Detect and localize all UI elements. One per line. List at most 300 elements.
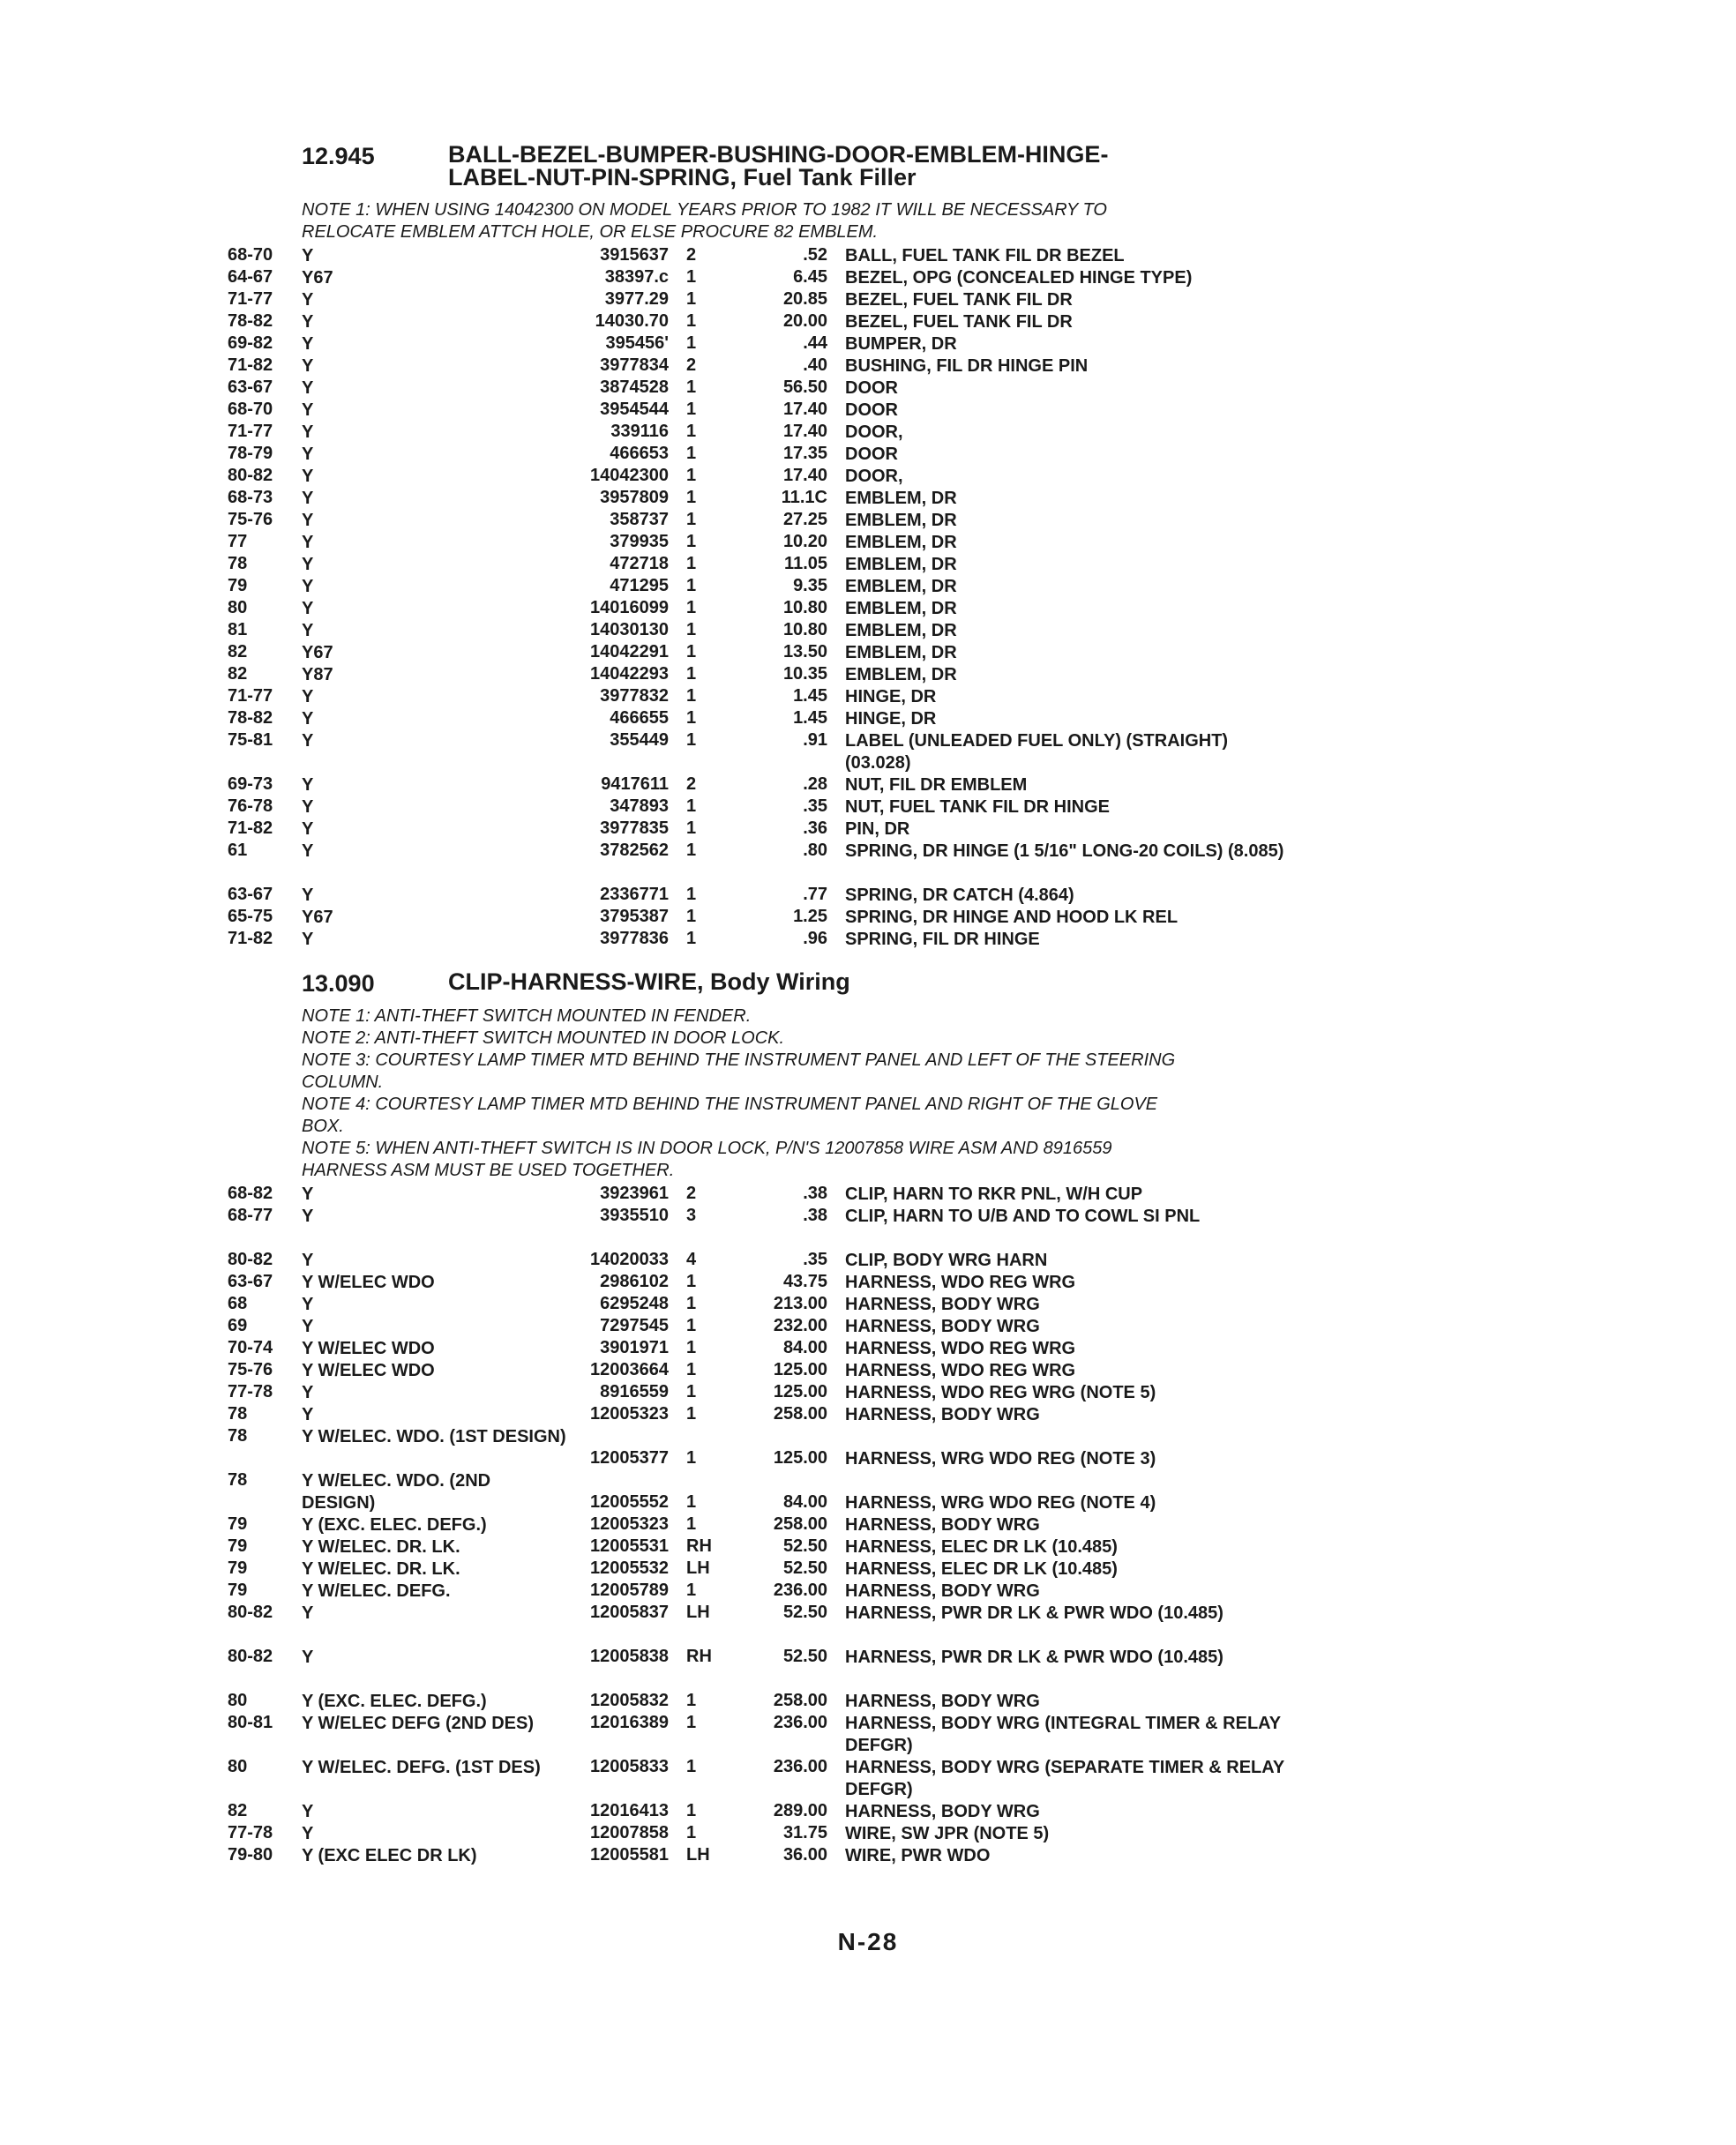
model-applicability: Y <box>302 489 314 508</box>
quantity: LH <box>686 1603 710 1622</box>
model-applicability: Y <box>302 621 314 640</box>
part-row <box>228 929 1374 951</box>
model-years: 63-67 <box>228 885 273 904</box>
part-number: 3977.29 <box>604 289 669 309</box>
price: .77 <box>803 885 827 904</box>
part-row <box>228 885 1374 907</box>
price: 31.75 <box>782 1823 827 1842</box>
part-row <box>228 311 1374 333</box>
section-title-line1: CLIP-HARNESS-WIRE, Body Wiring <box>448 968 850 995</box>
description: DOOR, <box>845 467 903 486</box>
note-line: NOTE 1: ANTI-THEFT SWITCH MOUNTED IN FENDER. <box>302 1006 752 1026</box>
model-years: 80 <box>228 1691 248 1710</box>
price: .35 <box>803 1250 827 1269</box>
description: HARNESS, BODY WRG <box>845 1515 1040 1535</box>
description: EMBLEM, DR <box>845 621 957 640</box>
description: HARNESS, WDO REG WRG <box>845 1361 1076 1380</box>
description: HARNESS, WDO REG WRG <box>845 1339 1076 1358</box>
model-years: 77-78 <box>228 1823 273 1842</box>
price: 17.40 <box>782 422 827 441</box>
part-number: 12005837 <box>590 1603 669 1622</box>
part-number: 12005552 <box>590 1492 669 1512</box>
note-line: RELOCATE EMBLEM ATTCH HOLE, OR ELSE PROCURE 82 EMBLEM. <box>302 222 879 242</box>
part-number: 7297545 <box>600 1316 669 1335</box>
description: NUT, FUEL TANK FIL DR HINGE <box>845 797 1110 817</box>
model-years: 68-82 <box>228 1184 273 1203</box>
model-years: 78 <box>228 1426 248 1446</box>
section-title-line1: BALL-BEZEL-BUMPER-BUSHING-DOOR-EMBLEM-HINGE- <box>448 141 1109 168</box>
part-row <box>228 686 1374 708</box>
model-applicability: Y <box>302 400 314 420</box>
model-applicability: Y <box>302 378 314 398</box>
model-applicability: Y W/ELEC. DR. LK. <box>302 1559 460 1579</box>
part-number: 12005838 <box>590 1647 669 1666</box>
quantity: 1 <box>686 532 697 551</box>
part-row <box>228 1272 1374 1294</box>
model-applicability: Y <box>302 1603 314 1623</box>
model-applicability: Y W/ELEC. WDO. (1ST DESIGN) <box>302 1427 566 1446</box>
description: HINGE, DR <box>845 687 937 706</box>
quantity: 1 <box>686 466 697 485</box>
quantity: 1 <box>686 333 697 353</box>
price: 125.00 <box>773 1382 827 1401</box>
note-line: NOTE 4: COURTESY LAMP TIMER MTD BEHIND THE INSTRUMENT PANEL AND RIGHT OF THE GLOVE <box>302 1095 1158 1114</box>
part-row <box>228 576 1374 598</box>
section-12-945 <box>228 143 1374 951</box>
part-row <box>228 774 1374 796</box>
part-row <box>228 333 1374 355</box>
part-row <box>228 1536 1374 1558</box>
quantity: 1 <box>686 708 697 728</box>
part-number: 466653 <box>610 444 669 463</box>
quantity: 1 <box>686 1713 697 1732</box>
part-number: 3977832 <box>600 686 669 706</box>
quantity: 1 <box>686 510 697 529</box>
page-number: N-28 <box>837 1928 899 1955</box>
model-years: 70-74 <box>228 1338 273 1357</box>
section-notes <box>302 199 1374 243</box>
description: DOOR <box>845 445 898 464</box>
description: DOOR, <box>845 422 903 442</box>
part-row <box>228 532 1374 554</box>
part-number: 12016413 <box>590 1801 669 1820</box>
quantity: 1 <box>686 400 697 419</box>
price: 84.00 <box>782 1338 827 1357</box>
description: CLIP, HARN TO RKR PNL, W/H CUP <box>845 1185 1143 1204</box>
model-years: 82 <box>228 642 248 661</box>
section-title <box>448 970 1330 993</box>
model-years: 80-82 <box>228 1603 273 1622</box>
description: HINGE, DR <box>845 709 937 729</box>
model-applicability: Y <box>302 1185 314 1204</box>
model-years: 71-77 <box>228 289 273 309</box>
price: 17.35 <box>782 444 827 463</box>
price: 20.85 <box>782 289 827 309</box>
description: HARNESS, BODY WRG <box>845 1295 1040 1314</box>
price: 11.05 <box>784 554 827 573</box>
note-line: BOX. <box>302 1117 344 1136</box>
model-years: 80-82 <box>228 466 273 485</box>
model-years: 78 <box>228 554 248 573</box>
model-applicability: Y (EXC ELEC DR LK) <box>302 1846 477 1865</box>
description: PIN, DR <box>845 819 910 839</box>
model-applicability: Y <box>302 577 314 596</box>
description: HARNESS, WDO REG WRG (NOTE 5) <box>845 1383 1156 1402</box>
price: .52 <box>803 245 827 265</box>
part-row <box>228 1206 1374 1250</box>
model-applicability: Y <box>302 886 314 905</box>
part-row <box>228 444 1374 466</box>
price: .96 <box>803 929 827 948</box>
model-applicability: Y <box>302 819 314 839</box>
part-row <box>228 1382 1374 1404</box>
part-row <box>228 1514 1374 1536</box>
price: 43.75 <box>782 1272 827 1291</box>
model-years: 68 <box>228 1294 248 1313</box>
part-row <box>228 1294 1374 1316</box>
part-number: 14030.70 <box>595 311 669 331</box>
part-row <box>228 466 1374 488</box>
part-row <box>228 422 1374 444</box>
section-header <box>228 970 1374 1005</box>
model-years: 82 <box>228 1801 248 1820</box>
description: HARNESS, PWR DR LK & PWR WDO (10.485) <box>845 1648 1223 1667</box>
model-applicability: Y <box>302 246 314 265</box>
part-number: 3782562 <box>600 841 669 860</box>
part-row <box>228 355 1374 377</box>
part-row <box>228 400 1374 422</box>
part-row <box>228 1470 1374 1514</box>
part-number: 12005323 <box>590 1404 669 1424</box>
part-number: 12003664 <box>590 1360 669 1379</box>
model-applicability: Y <box>302 930 314 949</box>
quantity: 1 <box>686 818 697 838</box>
description: BEZEL, OPG (CONCEALED HINGE TYPE) <box>845 268 1193 288</box>
quantity: 1 <box>686 311 697 331</box>
note-line: NOTE 1: WHEN USING 14042300 ON MODEL YEARS PRIOR TO 1982 IT WILL BE NECESSARY TO <box>302 200 1107 220</box>
part-number: 3901971 <box>600 1338 669 1357</box>
model-applicability: Y67 <box>302 268 333 288</box>
model-applicability: Y W/ELEC DEFG (2ND DES) <box>302 1714 534 1733</box>
price: .28 <box>803 774 827 794</box>
part-number: 12007858 <box>590 1823 669 1842</box>
part-row <box>228 1581 1374 1603</box>
part-number: 8916559 <box>600 1382 669 1401</box>
part-number: 12005377 <box>590 1448 669 1468</box>
price: 10.20 <box>782 532 827 551</box>
part-number: 6295248 <box>600 1294 669 1313</box>
part-number: 355449 <box>610 730 669 750</box>
description: EMBLEM, DR <box>845 533 957 552</box>
quantity: 1 <box>686 1757 697 1776</box>
part-number: 12005581 <box>590 1845 669 1865</box>
model-applicability: Y <box>302 1207 314 1226</box>
description: HARNESS, WRG WDO REG (NOTE 3) <box>845 1449 1156 1469</box>
description: EMBLEM, DR <box>845 665 957 684</box>
quantity: RH <box>686 1647 712 1666</box>
description: WIRE, PWR WDO <box>845 1846 991 1865</box>
description: HARNESS, BODY WRG <box>845 1692 1040 1711</box>
model-years: 82 <box>228 664 248 684</box>
quantity: 1 <box>686 488 697 507</box>
part-row <box>228 1845 1374 1867</box>
model-years: 80-82 <box>228 1250 273 1269</box>
model-years: 68-70 <box>228 245 273 265</box>
description: CLIP, HARN TO U/B AND TO COWL SI PNL <box>845 1207 1201 1226</box>
description: HARNESS, BODY WRG <box>845 1405 1040 1424</box>
model-years: 65-75 <box>228 907 273 926</box>
model-applicability: Y <box>302 334 314 354</box>
price: 84.00 <box>782 1492 827 1512</box>
description: EMBLEM, DR <box>845 555 957 574</box>
model-applicability: Y67 <box>302 643 333 662</box>
quantity: 1 <box>686 422 697 441</box>
model-years: 71-82 <box>228 355 273 375</box>
model-applicability: Y W/ELEC. DEFG. (1ST DES) <box>302 1758 541 1777</box>
model-applicability: Y87 <box>302 665 333 684</box>
model-applicability: Y <box>302 687 314 706</box>
quantity: 1 <box>686 929 697 948</box>
part-number: 14020033 <box>590 1250 669 1269</box>
quantity: 1 <box>686 1801 697 1820</box>
model-years: 69 <box>228 1316 248 1335</box>
part-row <box>228 708 1374 730</box>
description: LABEL (UNLEADED FUEL ONLY) (STRAIGHT) (03.028) <box>845 731 1229 773</box>
quantity: 1 <box>686 841 697 860</box>
model-applicability: Y <box>302 1802 314 1821</box>
price: 56.50 <box>782 377 827 397</box>
model-years: 68-73 <box>228 488 273 507</box>
part-number: 38397.c <box>604 267 669 287</box>
section-notes <box>302 1005 1374 1182</box>
model-years: 78-79 <box>228 444 273 463</box>
part-row <box>228 841 1374 885</box>
part-row <box>228 377 1374 400</box>
quantity: 1 <box>686 1316 697 1335</box>
part-number: 12005532 <box>590 1558 669 1578</box>
model-applicability: Y <box>302 775 314 795</box>
price: 258.00 <box>773 1404 827 1424</box>
description: EMBLEM, DR <box>845 511 957 530</box>
description: BEZEL, FUEL TANK FIL DR <box>845 312 1073 332</box>
model-years: 77-78 <box>228 1382 273 1401</box>
part-row <box>228 554 1374 576</box>
description: EMBLEM, DR <box>845 599 957 618</box>
quantity: 1 <box>686 1338 697 1357</box>
note-line: NOTE 5: WHEN ANTI-THEFT SWITCH IS IN DOOR LOCK, P/N'S 12007858 WIRE ASM AND 8916559 <box>302 1139 1112 1158</box>
model-applicability: Y W/ELEC. DR. LK. <box>302 1537 460 1557</box>
part-row <box>228 1426 1374 1470</box>
model-years: 78 <box>228 1404 248 1424</box>
model-years: 78 <box>228 1470 248 1490</box>
part-number: 3874528 <box>600 377 669 397</box>
part-number: 12005323 <box>590 1514 669 1534</box>
quantity: 1 <box>686 1581 697 1600</box>
price: .38 <box>803 1206 827 1225</box>
quantity: LH <box>686 1845 710 1865</box>
quantity: 1 <box>686 730 697 750</box>
description: CLIP, BODY WRG HARN <box>845 1251 1048 1270</box>
price: .91 <box>803 730 827 750</box>
part-number: 358737 <box>610 510 669 529</box>
quantity: 1 <box>686 554 697 573</box>
part-number: 3923961 <box>600 1184 669 1203</box>
price: 236.00 <box>773 1713 827 1732</box>
description: SPRING, FIL DR HINGE <box>845 930 1040 949</box>
model-applicability: Y <box>302 290 314 310</box>
quantity: 1 <box>686 885 697 904</box>
model-years: 75-76 <box>228 510 273 529</box>
quantity: LH <box>686 1558 710 1578</box>
part-number: 14042293 <box>590 664 669 684</box>
part-number: 12005832 <box>590 1691 669 1710</box>
model-years: 79 <box>228 1581 248 1600</box>
description: HARNESS, BODY WRG (INTEGRAL TIMER & RELAY DEFGR) <box>845 1714 1281 1755</box>
description: SPRING, DR CATCH (4.864) <box>845 886 1074 905</box>
price: 1.25 <box>793 907 827 926</box>
model-applicability: Y <box>302 1405 314 1424</box>
part-number: 14042291 <box>590 642 669 661</box>
price: 27.25 <box>782 510 827 529</box>
price: 10.80 <box>782 598 827 617</box>
model-years: 69-73 <box>228 774 273 794</box>
price: 10.80 <box>782 620 827 639</box>
part-number: 3977835 <box>600 818 669 838</box>
model-years: 79-80 <box>228 1845 273 1865</box>
description: EMBLEM, DR <box>845 643 957 662</box>
quantity: 4 <box>686 1250 697 1269</box>
description: HARNESS, ELEC DR LK (10.485) <box>845 1559 1118 1579</box>
model-applicability: Y <box>302 312 314 332</box>
section-header <box>228 143 1374 199</box>
model-years: 80 <box>228 598 248 617</box>
model-applicability: Y <box>302 797 314 817</box>
price: 52.50 <box>782 1558 827 1578</box>
quantity: 1 <box>686 1448 697 1468</box>
price: .40 <box>803 355 827 375</box>
model-applicability: Y <box>302 511 314 530</box>
part-row <box>228 1757 1374 1801</box>
description: DOOR <box>845 400 898 420</box>
quantity: 1 <box>686 1823 697 1842</box>
model-applicability: Y <box>302 533 314 552</box>
section-number: 13.090 <box>302 970 375 997</box>
price: 236.00 <box>773 1757 827 1776</box>
quantity: 2 <box>686 245 697 265</box>
part-row <box>228 1316 1374 1338</box>
description: WIRE, SW JPR (NOTE 5) <box>845 1824 1050 1843</box>
part-number: 2336771 <box>600 885 669 904</box>
description: HARNESS, BODY WRG (SEPARATE TIMER & RELAY DEFGR) <box>845 1758 1284 1799</box>
model-years: 75-76 <box>228 1360 273 1379</box>
model-years: 68-70 <box>228 400 273 419</box>
model-years: 80-82 <box>228 1647 273 1666</box>
note-line: HARNESS ASM MUST BE USED TOGETHER. <box>302 1161 675 1180</box>
description: EMBLEM, DR <box>845 489 957 508</box>
model-applicability: Y <box>302 467 314 486</box>
quantity: 1 <box>686 289 697 309</box>
price: 258.00 <box>773 1514 827 1534</box>
price: 10.35 <box>782 664 827 684</box>
description: HARNESS, ELEC DR LK (10.485) <box>845 1537 1118 1557</box>
description: HARNESS, WDO REG WRG <box>845 1273 1076 1292</box>
part-number: 12005789 <box>590 1581 669 1600</box>
quantity: 2 <box>686 355 697 375</box>
part-number: 14030130 <box>590 620 669 639</box>
model-applicability: Y <box>302 1648 314 1667</box>
section-title <box>448 143 1330 189</box>
quantity: 2 <box>686 774 697 794</box>
model-years: 61 <box>228 841 248 860</box>
note-line: COLUMN. <box>302 1072 384 1092</box>
model-years: 75-81 <box>228 730 273 750</box>
part-row <box>228 1250 1374 1272</box>
price: 258.00 <box>773 1691 827 1710</box>
quantity: 1 <box>686 444 697 463</box>
quantity: 1 <box>686 1514 697 1534</box>
quantity: 1 <box>686 377 697 397</box>
part-number: 3915637 <box>600 245 669 265</box>
part-row <box>228 1404 1374 1426</box>
model-applicability: Y <box>302 356 314 376</box>
model-applicability: Y <box>302 422 314 442</box>
quantity: 2 <box>686 1184 697 1203</box>
part-row <box>228 267 1374 289</box>
section-number: 12.945 <box>302 143 375 169</box>
part-row <box>228 1691 1374 1713</box>
part-number: 3954544 <box>600 400 669 419</box>
model-years: 71-77 <box>228 422 273 441</box>
price: 20.00 <box>782 311 827 331</box>
model-years: 71-82 <box>228 929 273 948</box>
model-applicability: Y <box>302 599 314 618</box>
quantity: 3 <box>686 1206 697 1225</box>
quantity: 1 <box>686 796 697 816</box>
parts-table <box>228 1184 1374 1867</box>
part-row <box>228 1184 1374 1206</box>
part-number: 339116 <box>610 422 669 441</box>
price: 9.35 <box>793 576 827 595</box>
price: 213.00 <box>773 1294 827 1313</box>
model-applicability: Y <box>302 1317 314 1336</box>
model-applicability: Y (EXC. ELEC. DEFG.) <box>302 1515 487 1535</box>
part-number: 3935510 <box>600 1206 669 1225</box>
description: HARNESS, BODY WRG <box>845 1581 1040 1601</box>
description: BEZEL, FUEL TANK FIL DR <box>845 290 1073 310</box>
model-years: 79 <box>228 1558 248 1578</box>
part-number: 379935 <box>610 532 669 551</box>
price: .38 <box>803 1184 827 1203</box>
part-row <box>228 1603 1374 1647</box>
part-row <box>228 289 1374 311</box>
model-applicability: Y67 <box>302 908 333 927</box>
part-row <box>228 730 1374 774</box>
model-applicability: Y W/ELEC WDO <box>302 1339 435 1358</box>
part-row <box>228 1338 1374 1360</box>
part-number: 14016099 <box>590 598 669 617</box>
quantity: 1 <box>686 907 697 926</box>
part-row <box>228 642 1374 664</box>
quantity: 1 <box>686 1360 697 1379</box>
price: .36 <box>803 818 827 838</box>
price: 289.00 <box>773 1801 827 1820</box>
part-row <box>228 1823 1374 1845</box>
price: 52.50 <box>782 1647 827 1666</box>
part-row <box>228 1647 1374 1691</box>
model-years: 78-82 <box>228 708 273 728</box>
model-applicability: Y W/ELEC WDO <box>302 1273 435 1292</box>
description: HARNESS, BODY WRG <box>845 1802 1040 1821</box>
